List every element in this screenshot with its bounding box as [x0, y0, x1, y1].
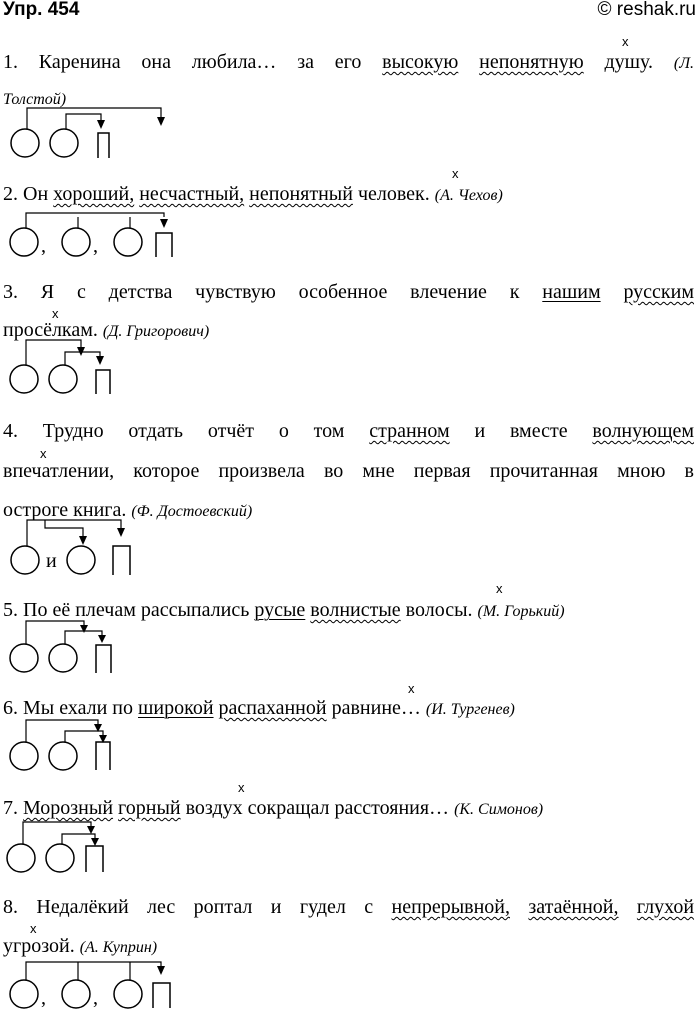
- sentence-4-line-2: впечатлении, которое произвела во мне первая прочитанная мною в: [3, 460, 694, 482]
- head-word-mark: x: [496, 581, 503, 596]
- head-word-mark: x: [52, 306, 59, 321]
- sentence-4-line-3: остроге книга. (Ф. Достоевский): [3, 499, 253, 521]
- def-word: широкой: [138, 697, 214, 719]
- head-word-mark: x: [452, 166, 459, 181]
- def-word: затаённой,: [528, 896, 619, 918]
- def-word: странном: [369, 420, 450, 442]
- head-word-mark: x: [30, 921, 37, 936]
- sentence-7: 7. Морозный горный воздух сокращал расстояния… (К. Симонов): [3, 797, 544, 819]
- sentence-1-line-2: Толстой): [3, 91, 67, 108]
- sentence-4-line-1: 4. Трудно отдать отчёт о том странном и вместе волнующем: [3, 420, 695, 442]
- sentence-3-line-1: 3. Я с детства чувствую особенное влечение к нашим русским: [3, 281, 695, 303]
- svg-text:,: ,: [41, 235, 46, 257]
- def-word: непонятную: [479, 51, 584, 73]
- svg-text:,: ,: [93, 235, 98, 257]
- def-word: глухой: [636, 896, 695, 918]
- def-word: несчастный,: [139, 183, 245, 205]
- def-word: Морозный: [23, 797, 114, 819]
- def-word: нашим: [542, 281, 601, 303]
- scheme-2: [0, 205, 190, 261]
- def-word: русые: [254, 599, 306, 621]
- def-word: волнующем: [592, 420, 695, 442]
- head-word-mark: x: [622, 34, 629, 49]
- sentence-8-line-2: угрозой. (А. Куприн): [3, 935, 158, 957]
- sentence-1-line-1: 1. Каренина она любила… за его высокую непонятную душу. (Л.: [3, 51, 695, 73]
- sentence-6: 6. Мы ехали по широкой распаханной равнине… (И. Тургенев): [3, 697, 515, 719]
- svg-text:и: и: [46, 550, 57, 572]
- scheme-5: [0, 615, 130, 675]
- def-word: непрерывной,: [391, 896, 510, 918]
- def-word: высокую: [382, 51, 459, 73]
- scheme-8: [0, 950, 190, 1010]
- sentence-3-line-2: просёлкам. (Д. Григорович): [3, 319, 210, 341]
- site-credit: © reshak.ru: [597, 0, 696, 20]
- head-word-mark: x: [40, 446, 47, 461]
- svg-text:,: ,: [93, 987, 98, 1009]
- def-word: русским: [623, 281, 695, 303]
- def-word: непонятный: [249, 183, 353, 205]
- svg-text:,: ,: [41, 987, 46, 1009]
- exercise-title: Упр. 454: [3, 0, 80, 20]
- scheme-7: [0, 816, 130, 876]
- def-word: распаханной: [218, 697, 327, 719]
- sentence-2: 2. Он хороший, несчастный, непонятный человек. (А. Чехов): [3, 183, 503, 205]
- head-word-mark: x: [238, 780, 245, 795]
- scheme-6: [0, 714, 130, 774]
- scheme-3: [0, 334, 140, 396]
- head-word-mark: x: [408, 681, 415, 696]
- sentence-5: 5. По её плечам рассыпались русые волнистые волосы. (М. Горький): [3, 599, 565, 621]
- def-word: волнистые: [310, 599, 401, 621]
- def-word: горный: [118, 797, 181, 819]
- def-word: хороший,: [53, 183, 135, 205]
- scheme-1: [0, 100, 140, 160]
- sentence-8-line-1: 8. Недалёкий лес роптал и гудел с непрерывной, затаённой, глухой: [3, 896, 695, 918]
- scheme-4: [0, 512, 150, 578]
